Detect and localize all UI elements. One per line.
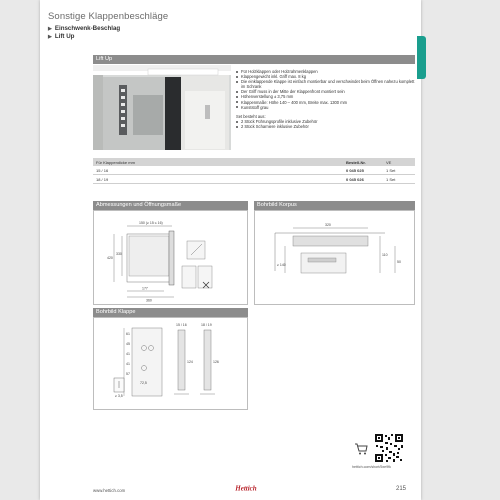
section-bar-drill-flap: Bohrbild Klappe bbox=[93, 308, 248, 317]
set-heading: Set besteht aus: bbox=[236, 113, 266, 119]
drill-body-drawing-panel bbox=[254, 210, 415, 305]
triangle-right-icon: ▶ bbox=[48, 33, 52, 40]
column-header: Bestell-Nr. bbox=[343, 158, 383, 166]
feature-list bbox=[236, 69, 416, 129]
drill-flap-drawing-panel bbox=[93, 317, 248, 410]
dim-label: ≥ 140 bbox=[277, 263, 286, 267]
column-header: Für Klappendicke mm bbox=[93, 158, 343, 166]
dim-label: 61 bbox=[126, 332, 130, 336]
dim-label: 41 bbox=[126, 352, 130, 356]
dim-label: ≥ 3,5 bbox=[115, 394, 123, 398]
hettich-logo bbox=[233, 483, 259, 493]
qr-caption[interactable]: hettich.com/short/5xe9fk bbox=[352, 465, 391, 469]
dim-label: 320 bbox=[325, 223, 331, 227]
dim-label: 18 / 19 bbox=[201, 323, 212, 327]
feature-item: Klappengewicht inkl. Griff max. 8 kg bbox=[236, 74, 416, 79]
feature-item: Für Holzklappen oder Holzrahmenklappen bbox=[236, 69, 416, 74]
cabinet-photo-image bbox=[93, 65, 231, 150]
dim-label: 330 bbox=[116, 252, 122, 256]
dim-label: 50 bbox=[397, 260, 401, 264]
dim-label: 41 bbox=[126, 362, 130, 366]
section-bar-drill-body: Bohrbild Korpus bbox=[254, 201, 415, 210]
dim-label: 124 bbox=[187, 360, 193, 364]
chapter-tab[interactable] bbox=[417, 36, 426, 79]
feature-item: Die einklappende Klappe ist einfach montierbar und verschwindet beim Öffnen nahezu komplett im Schrank bbox=[236, 79, 416, 89]
dimensions-drawing bbox=[94, 211, 249, 306]
product-photo bbox=[93, 65, 231, 150]
set-item: 2 Stück Scharniere inklusive Zubehör bbox=[236, 124, 416, 129]
feature-item: Der Griff muss in der Mitte der Klappenfront montiert sein bbox=[236, 89, 416, 94]
page-title: Sonstige Klappenbeschläge bbox=[48, 11, 169, 22]
qr-code-icon[interactable] bbox=[374, 433, 404, 463]
dim-label: 57 bbox=[126, 372, 130, 376]
dim-label: 360 bbox=[146, 298, 152, 303]
section-bar-lift-up: Lift Up bbox=[93, 55, 415, 64]
dim-label: 72,5 bbox=[140, 381, 147, 385]
dim-label: 150 (≥ 15 ≤ 16) bbox=[139, 221, 163, 225]
dim-label: 420 bbox=[107, 256, 113, 260]
feature-item: Klappenmaße: Höhe 140 – 400 mm, Breite max. 1300 mm bbox=[236, 100, 416, 105]
drill-flap-drawing bbox=[94, 318, 249, 411]
dim-label: 15 / 16 bbox=[176, 323, 187, 327]
set-item: 2 Stück Führungsprofile inklusive Zubehör bbox=[236, 119, 416, 124]
page-number: 215 bbox=[396, 486, 407, 492]
dim-label: 126 bbox=[213, 360, 219, 364]
table-row[interactable]: 15 / 16 0 045 025 1 Set bbox=[93, 166, 415, 175]
dim-label: 110 bbox=[382, 253, 388, 257]
dimensions-drawing-panel bbox=[93, 210, 248, 305]
table-header-row bbox=[93, 158, 415, 166]
drill-body-drawing bbox=[255, 211, 416, 306]
triangle-right-icon: ▶ bbox=[48, 25, 52, 32]
table-row[interactable]: 18 / 19 0 045 026 1 Set bbox=[93, 175, 415, 184]
order-table bbox=[93, 158, 415, 184]
dim-label: 45 bbox=[126, 342, 130, 346]
section-bar-dimensions: Abmessungen und Öffnungsmaße bbox=[93, 201, 248, 210]
feature-item: Kunststoff grau bbox=[236, 105, 416, 110]
dim-label: 177 bbox=[142, 286, 148, 291]
shopping-cart-icon[interactable] bbox=[354, 443, 368, 455]
feature-item: Höhenverstellung ± 3,75 mm bbox=[236, 94, 416, 99]
page-header bbox=[48, 11, 348, 40]
column-header: VE bbox=[383, 158, 415, 166]
footer-url-link[interactable]: www.hettich.com bbox=[93, 488, 126, 493]
breadcrumb-2[interactable]: ▶ Lift Up bbox=[48, 33, 75, 40]
breadcrumb-1[interactable]: ▶ Einschwenk-Beschlag bbox=[48, 25, 121, 32]
brand-name: Hettich bbox=[235, 484, 257, 493]
